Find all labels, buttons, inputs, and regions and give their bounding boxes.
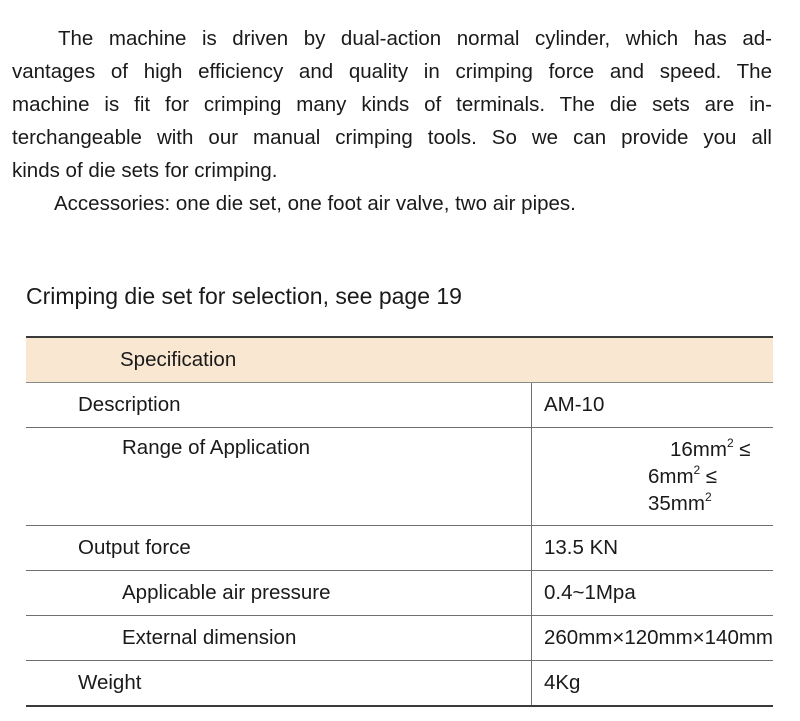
intro-line: The machine is driven by dual-action normal cylinder, which has ad- <box>58 27 772 50</box>
weight-label: Weight <box>26 661 531 707</box>
accessories-line: Accessories: one die set, one foot air valve, two air pipes. <box>54 192 576 215</box>
intro-line: kinds of die sets for crimping. <box>12 159 278 182</box>
specification-header: Specification <box>26 337 773 383</box>
range-line: $35mm^2$ <box>647 490 712 515</box>
air-pressure-label: Applicable air pressure <box>26 571 531 616</box>
intro-line: vantages of high efficiency and quality in crimping force and speed. The <box>12 60 772 83</box>
section-title: Crimping die set for selection, see page 19 <box>26 283 462 309</box>
range-line: $16mm^2$ ≤ <box>669 436 751 461</box>
description-label: Description <box>26 383 531 428</box>
description-value: AM-10 <box>531 383 773 428</box>
range-line: $6mm^2$ ≤ <box>647 463 718 488</box>
table-row <box>26 428 773 526</box>
table-header-row <box>26 337 773 383</box>
external-dimension-label: External dimension <box>26 616 531 661</box>
intro-line: machine is fit for crimping many kinds of terminals. The die sets are in- <box>12 93 772 116</box>
range-of-application-label: Range of Application <box>26 428 531 526</box>
intro-line: terchangeable with our manual crimping tools. So we can provide you all <box>12 126 772 149</box>
table-row <box>26 616 773 661</box>
table-row <box>26 526 773 571</box>
range-of-application-value <box>531 428 773 526</box>
air-pressure-value: 0.4~1Mpa <box>531 571 773 616</box>
table-row <box>26 571 773 616</box>
weight-value: 4Kg <box>531 661 773 707</box>
specification-table <box>26 336 773 707</box>
external-dimension-value: 260mm×120mm×140mm <box>531 616 773 661</box>
table-row <box>26 383 773 428</box>
output-force-label: Output force <box>26 526 531 571</box>
intro-paragraph <box>12 22 772 220</box>
output-force-value: 13.5 KN <box>531 526 773 571</box>
table-row <box>26 661 773 707</box>
